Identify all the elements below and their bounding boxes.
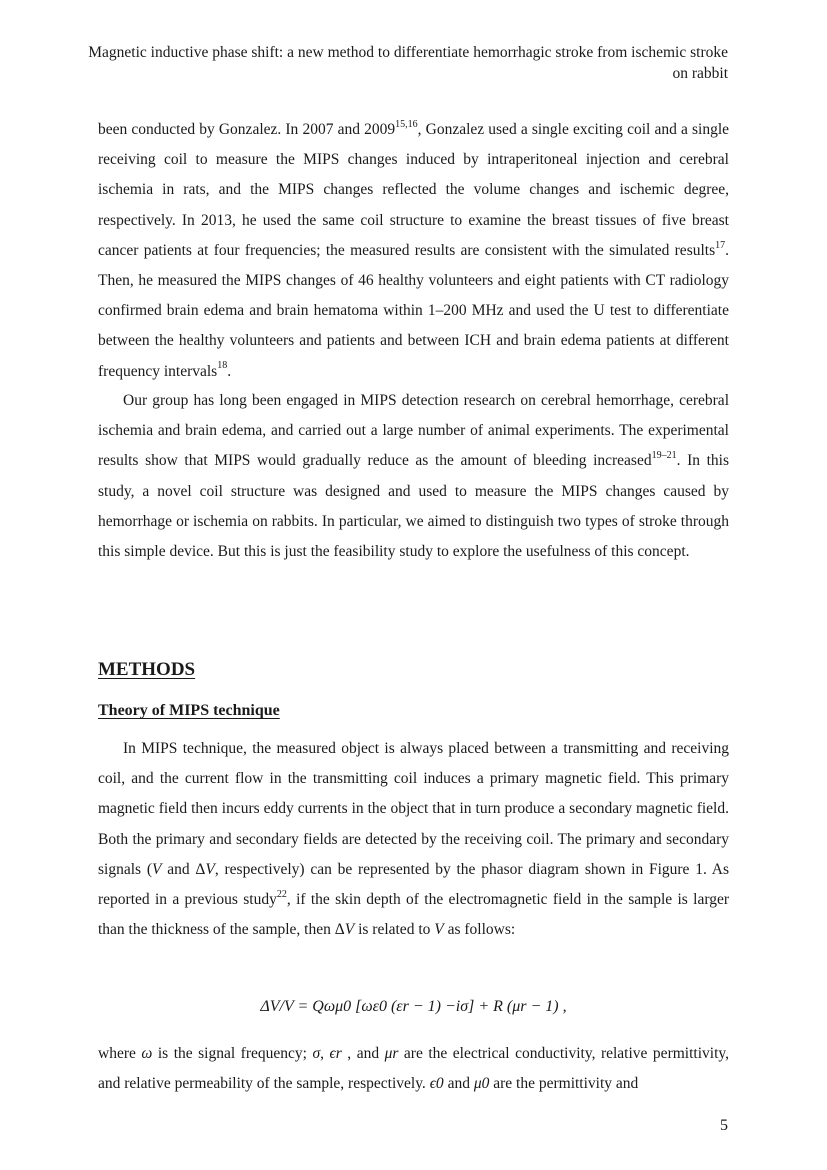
math-symbol: μr bbox=[384, 1045, 399, 1062]
math-var: V bbox=[205, 860, 215, 878]
math-symbol: ϵr bbox=[329, 1045, 342, 1062]
citation-ref: 15,16 bbox=[395, 118, 418, 130]
math-symbol: σ bbox=[312, 1045, 321, 1062]
math-var: V bbox=[344, 921, 355, 939]
running-head: Magnetic inductive phase shift: a new method to differentiate hemorrhagic stroke from ischemic stroke on rabbit bbox=[88, 44, 728, 82]
citation-ref: 22 bbox=[276, 888, 287, 900]
text-run: . bbox=[227, 362, 232, 380]
paragraph-gonzalez-background bbox=[98, 115, 729, 387]
text-run: and bbox=[443, 1075, 474, 1093]
text-run: is the signal frequency; bbox=[152, 1045, 313, 1062]
text-run: and Δ bbox=[161, 860, 206, 878]
text-run: , bbox=[320, 1045, 330, 1062]
paragraph-mips-theory bbox=[98, 734, 729, 945]
citation-ref: 18 bbox=[217, 360, 228, 372]
math-symbol: μ0 bbox=[473, 1075, 490, 1093]
text-run: , and bbox=[341, 1045, 385, 1062]
math-var: V bbox=[434, 921, 444, 939]
text-run: , Gonzalez used a single exciting coil and a single receiving coil to measure the MIPS changes induced by intraperitoneal injection and cerebral ischemia in rats, and the MIPS changes reflected the volume changes and ischemic degree, respectively. In 2013, he used the same coil structure to examine the breast tissues of five breast cancer patients at four frequencies; the measured results are consistent with the simulated results bbox=[98, 121, 730, 259]
paragraph-symbol-definitions bbox=[98, 1039, 729, 1099]
citation-ref: 17 bbox=[715, 239, 726, 251]
text-run: , if the skin depth of the electromagnetic field in the sample is larger than the thickness of the sample, then Δ bbox=[98, 891, 729, 939]
text-run: In MIPS technique, the measured object is always placed between a transmitting and receiving coil, and the current flow in the transmitting coil induces a primary magnetic field. This primary magnetic field then incurs eddy currents in the object that in turn produce a secondary magnetic field. Both the primary and secondary fields are detected by the receiving coil. The primary and secondary signals ( bbox=[98, 740, 729, 878]
math-symbol: ω bbox=[141, 1045, 153, 1062]
page-number: 5 bbox=[720, 1117, 728, 1134]
text-run: where bbox=[98, 1045, 142, 1062]
text-run: , respectively) can be represented by the phasor diagram shown in Figure 1. As reported in a previous study bbox=[98, 860, 729, 909]
text-run: Our group has long been engaged in MIPS detection research on cerebral hemorrhage, cerebral ischemia and brain edema, and carried out a large number of animal experiments. The experimental results show that MIPS would gradually reduce as the amount of bleeding increased bbox=[98, 392, 729, 470]
math-var: V bbox=[152, 860, 162, 878]
text-run: been conducted by Gonzalez. In 2007 and 2009 bbox=[98, 121, 396, 138]
text-run: is related to bbox=[354, 921, 435, 939]
text-run: as follows: bbox=[443, 921, 516, 939]
math-symbol: ϵ0 bbox=[429, 1075, 444, 1093]
equation-text: ΔV/V = Qωμ0 [ωε0 (εr − 1) −iσ] + R (μr − 1) , bbox=[260, 998, 567, 1015]
text-run: are the permittivity and bbox=[489, 1075, 639, 1093]
paragraph-our-group bbox=[98, 386, 729, 567]
text-run: are the electrical conductivity, relative permittivity, and relative permeability of the sample, respectively. bbox=[98, 1045, 729, 1093]
text-run: . In this study, a novel coil structure was designed and used to measure the MIPS changes caused by hemorrhage or ischemia on rabbits. In particular, we aimed to distinguish two types of stroke through this simple device. But this is just the feasibility study to explore the usefulness of this concept. bbox=[98, 452, 729, 561]
equation-delta-v-over-v bbox=[98, 992, 729, 1022]
subsection-heading-theory: Theory of MIPS technique bbox=[98, 702, 280, 719]
section-heading-methods: METHODS bbox=[98, 659, 196, 680]
citation-ref: 19–21 bbox=[651, 450, 677, 462]
text-run: . Then, he measured the MIPS changes of 46 healthy volunteers and eight patients with CT radiology confirmed brain edema and brain hematoma within 1–200 MHz and used the U test to differentiate between the healthy volunteers and patients and between ICH and brain edema patients at different frequency intervals bbox=[98, 241, 729, 380]
